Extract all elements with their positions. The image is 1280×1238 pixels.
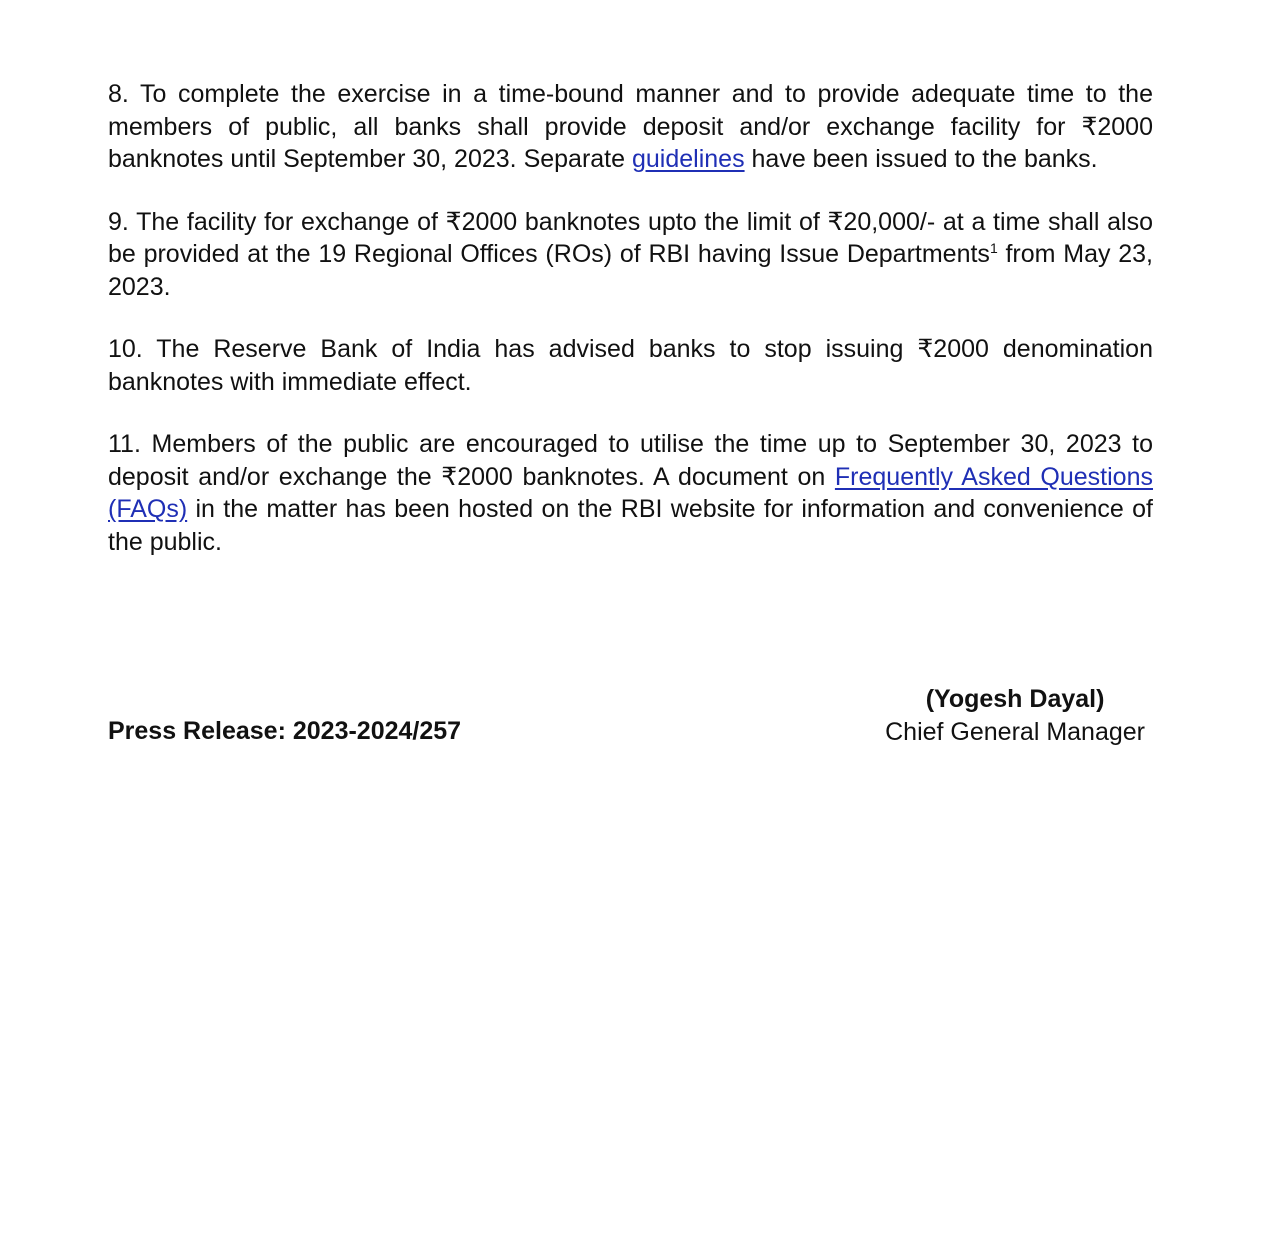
footnote-marker: 1: [989, 240, 998, 256]
paragraph-10-text: 10. The Reserve Bank of India has advised banks to stop issuing ₹2000 denomination banknotes with immediate effect.: [108, 335, 1153, 396]
paragraph-11-text-before: 11. Members of the public are encouraged to utilise the time up to September 30, 2023 to deposit and/or exchange the ₹2000 banknotes. A document on: [108, 430, 1153, 491]
press-release-number: Press Release: 2023-2024/257: [108, 717, 462, 745]
paragraph-11-text-after: in the matter has been hosted on the RBI website for information and convenience of the public.: [108, 495, 1153, 556]
faqs-link[interactable]: Frequently Asked Questions (FAQs): [108, 462, 1153, 523]
signature-block: [885, 683, 1145, 749]
paragraph-8-text-before: 8. To complete the exercise in a time-bound manner and to provide adequate time to the members of public, all banks shall provide deposit and/or exchange facility for ₹2000 banknotes until September 30, 2023. Separate: [108, 80, 1153, 173]
paragraph-10: [108, 333, 1153, 398]
paragraph-8-text-after: have been issued to the banks.: [744, 145, 1098, 173]
paragraph-9-text-before: 9. The facility for exchange of ₹2000 banknotes upto the limit of ₹20,000/- at a time shall also be provided at the 19 Regional Offices (ROs) of RBI having Issue Departments: [108, 207, 1153, 268]
guidelines-link[interactable]: guidelines: [631, 145, 745, 173]
paragraph-8: [108, 78, 1153, 176]
document-body: [108, 78, 1153, 588]
signatory-name: (Yogesh Dayal): [925, 685, 1105, 713]
signatory-title: Chief General Manager: [885, 718, 1145, 746]
document-footer: [108, 683, 1153, 753]
paragraph-11: [108, 428, 1153, 558]
paragraph-9: [108, 206, 1153, 304]
paragraph-9-text-after: from May 23, 2023.: [108, 240, 1153, 301]
